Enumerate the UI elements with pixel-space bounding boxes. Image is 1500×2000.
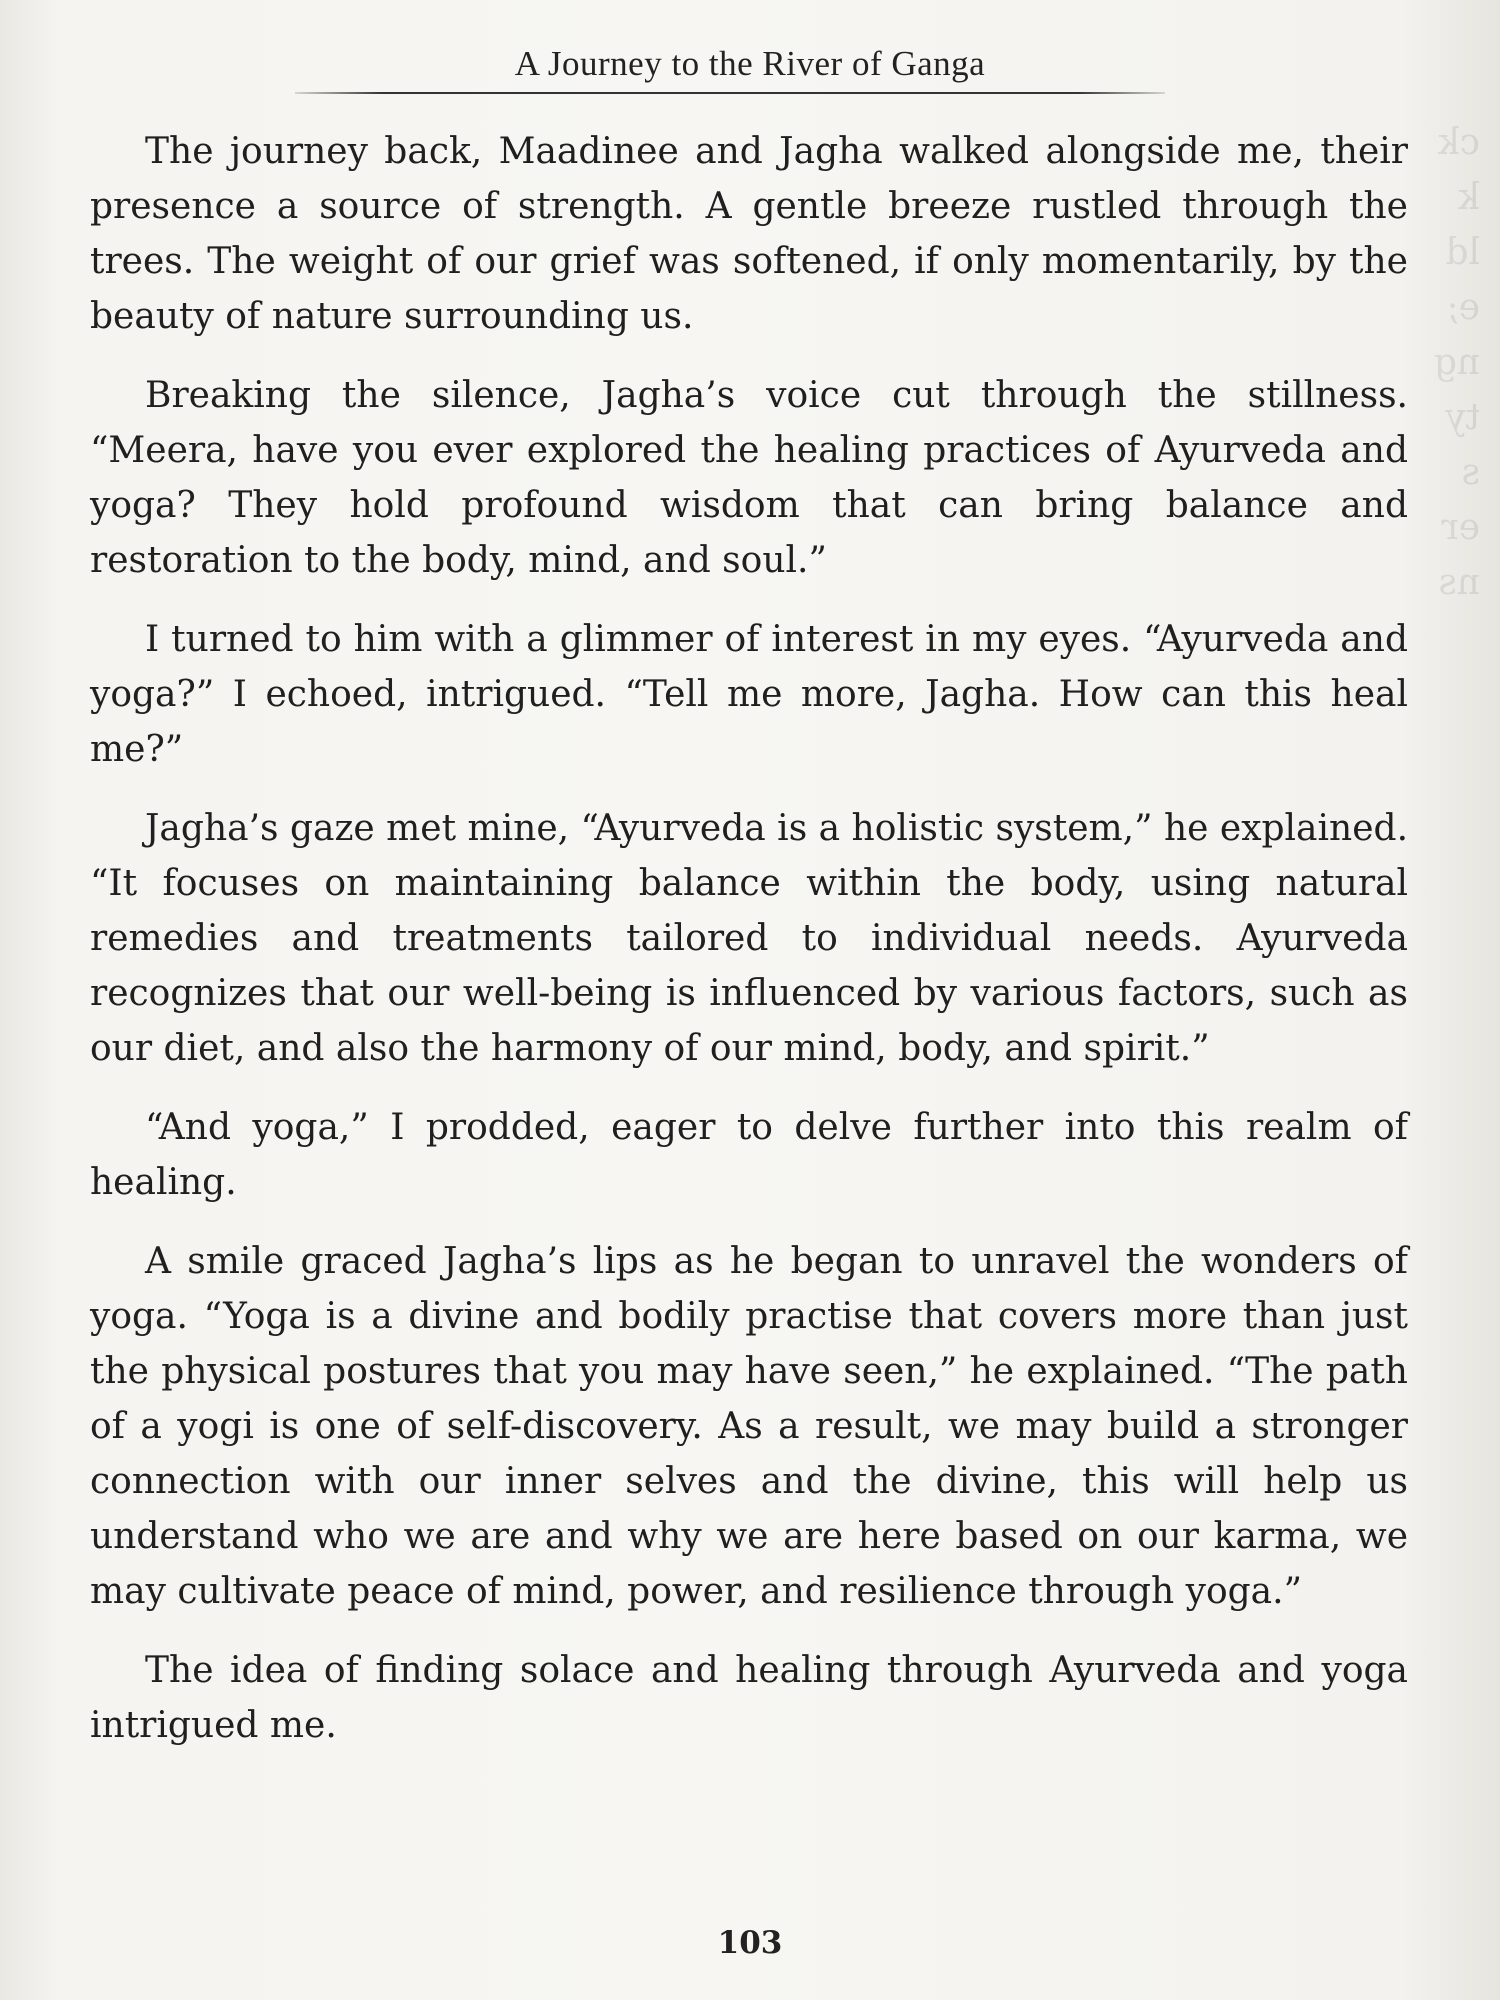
- paragraph-3: I turned to him with a glimmer of interest in my eyes. “Ayurveda and yoga?” I echoed, intrigued. “Tell me more, Jagha. How can this heal me?”: [90, 619, 1408, 770]
- paragraph-4: Jagha’s gaze met mine, “Ayurveda is a holistic system,” he explained. “It focuses on maintaining balance within the body, using natural remedies and treatments tailored to individual needs. Ayurveda recognizes that our well-being is influenced by various factors, such as our diet, and also the harmony of our mind, body, and spirit.”: [90, 808, 1409, 1069]
- running-head-title: A Journey to the River of Ganga: [514, 44, 986, 83]
- header-rule: [295, 92, 1165, 94]
- paragraph-2: Breaking the silence, Jagha’s voice cut through the stillness. “Meera, have you ever explored the healing practices of Ayurveda and yoga? They hold profound wisdom that can bring balance and restoration to the body, mind, and soul.”: [90, 375, 1408, 581]
- body-text: [90, 124, 1408, 1753]
- show-through-text: ck k ld e; ng ty s er ns: [1433, 122, 1480, 603]
- paragraph-6: A smile graced Jagha’s lips as he began to unravel the wonders of yoga. “Yoga is a divine and bodily practise that covers more than just the physical postures that you may have seen,” he explained. “The path of a yogi is one of self-discovery. As a result, we may build a stronger connection with our inner selves and the divine, this will help us understand who we are and why we are here based on our karma, we may cultivate peace of mind, power, and resilience through yoga.”: [90, 1241, 1408, 1612]
- paragraph-1: The journey back, Maadinee and Jagha walked alongside me, their presence a source of strength. A gentle breeze rustled through the trees. The weight of our grief was softened, if only momentarily, by the beauty of nature surrounding us.: [90, 131, 1408, 337]
- page-number: 103: [717, 1925, 783, 1961]
- paragraph-7: The idea of finding solace and healing through Ayurveda and yoga intrigued me.: [90, 1650, 1408, 1746]
- paragraph-5: “And yoga,” I prodded, eager to delve further into this realm of healing.: [90, 1107, 1408, 1203]
